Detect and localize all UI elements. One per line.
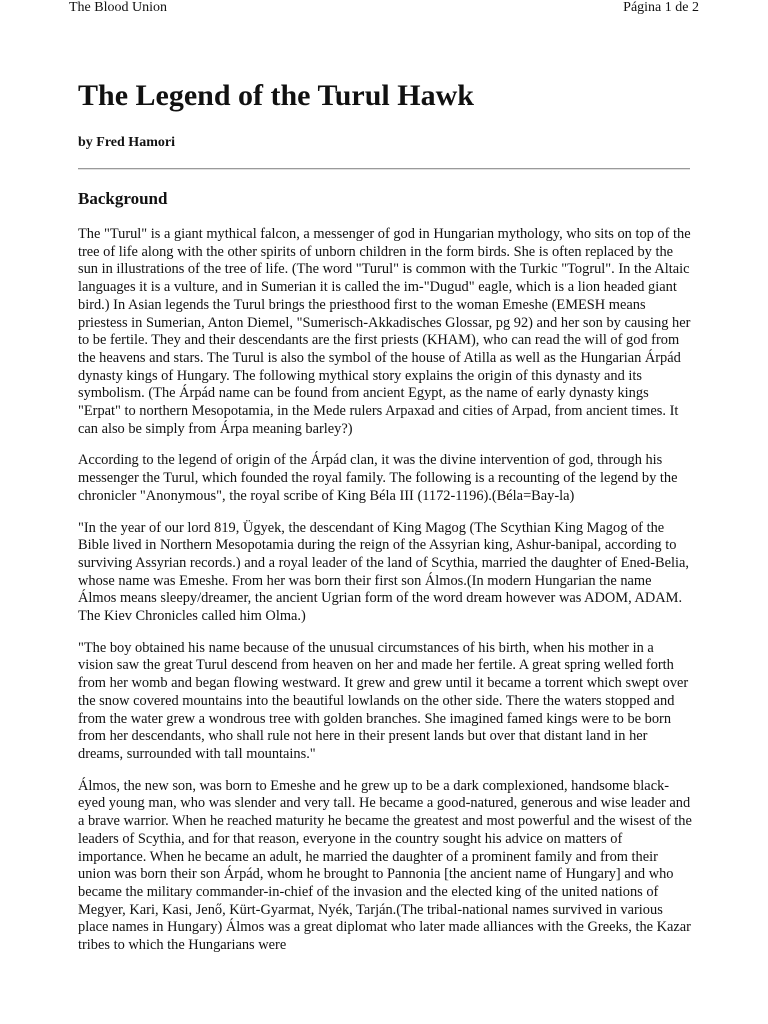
- section-heading: Background: [78, 189, 168, 208]
- header-site-title: The Blood Union: [69, 0, 167, 15]
- article: [78, 78, 692, 955]
- paragraph: Álmos, the new son, was born to Emeshe and he grew up to be a dark complexioned, handsome black-eyed young man, who was slender and very tall. He became a good-natured, generous and wise leader and a brave warrior. When he reached maturity he became the greatest and most powerful and the wisest of the leaders of Scythia, and for that reason, everyone in the country sought his advice on matters of importance. When he became an adult, he married the daughter of a prominent family and from their union was born their son Árpád, whom he brought to Pannonia [the ancient name of Hungary] and who became the military commander-in-chief of the invasion and the elected king of the united nations of Megyer, Kari, Kasi, Jenő, Kürt-Gyarmat, Nyék, Tarján.(The tribal-national names survived in various place names in Hungary) Álmos was a great diplomat who later made alliances with the Greeks, the Kazar tribes to which the Hungarians were: [78, 777, 692, 954]
- divider: [78, 168, 690, 170]
- article-byline: by Fred Hamori: [78, 135, 175, 150]
- header-page-number: Página 1 de 2: [623, 0, 699, 15]
- paragraph: According to the legend of origin of the Árpád clan, it was the divine intervention of god, through his messenger the Turul, which founded the royal family. The following is a recounting of the legend by the chronicler "Anonymous", the royal scribe of King Béla III (1172-1196).(Béla=Bay-la): [78, 452, 678, 504]
- paragraph: "The boy obtained his name because of the unusual circumstances of his birth, when his mother in a vision saw the great Turul descend from heaven on her and made her fertile. A great spring welled forth from her womb and began flowing westward. It grew and grew until it became a torrent which swept over the snow covered mountains into the beautiful lowlands on the other side. There the waters stopped and from the water grew a wondrous tree with golden branches. She imagined famed kings were to be born from her descendants, who shall rule not here in their present lands but over that distant land in her dreams, surrounded with tall mountains.": [78, 639, 689, 762]
- article-body: [78, 226, 692, 955]
- paragraph: The "Turul" is a giant mythical falcon, a messenger of god in Hungarian mythology, who sits on top of the tree of life along with the other spirits of unborn children in the form birds. She is often replaced by the sun in illustrations of the tree of life. (The word "Turul" is common with the Turkic "Togrul". In the Altaic languages it is a vulture, and in Sumerian it is called the im-"Dugud" eagle, which is a lion headed giant bird.) In Asian legends the Turul brings the priesthood first to the woman Emeshe (EMESH means priestess in Sumerian, Anton Diemel, "Sumerisch-Akkadisches Glossar, pg 92) and her son by causing her to be fertile. They and their descendants are the first priests (KHAM), who can read the will of god from the heavens and stars. The Turul is also the symbol of the house of Atilla as well as the Hungarian Árpád dynasty kings of Hungary. The following mythical story explains the origin of this dynasty and its symbolism. (The Árpád name can be found from ancient Egypt, as the name of early dynasty kings "Erpat" to northern Mesopotamia, in the Mede rulers Arpaxad and cities of Arpad, from ancient times. It can also be simply from Árpa meaning barley?): [78, 226, 691, 437]
- page-header: [69, 0, 699, 18]
- paragraph: "In the year of our lord 819, Ügyek, the descendant of King Magog (The Scythian King Magog of the Bible lived in Northern Mesopotamia during the reign of the Assyrian king, Ashur-banipal, according to surviving Assyrian records.) and a royal leader of the land of Scythia, married the daughter of Ened-Belia, whose name was Emeshe. From her was born their first son Álmos.(In modern Hungarian the name Álmos means sleepy/dreamer, the ancient Ugrian form of the word dream however was ADOM, ADAM. The Kiev Chronicles called him Olma.): [78, 519, 689, 625]
- article-title: The Legend of the Turul Hawk: [78, 79, 474, 112]
